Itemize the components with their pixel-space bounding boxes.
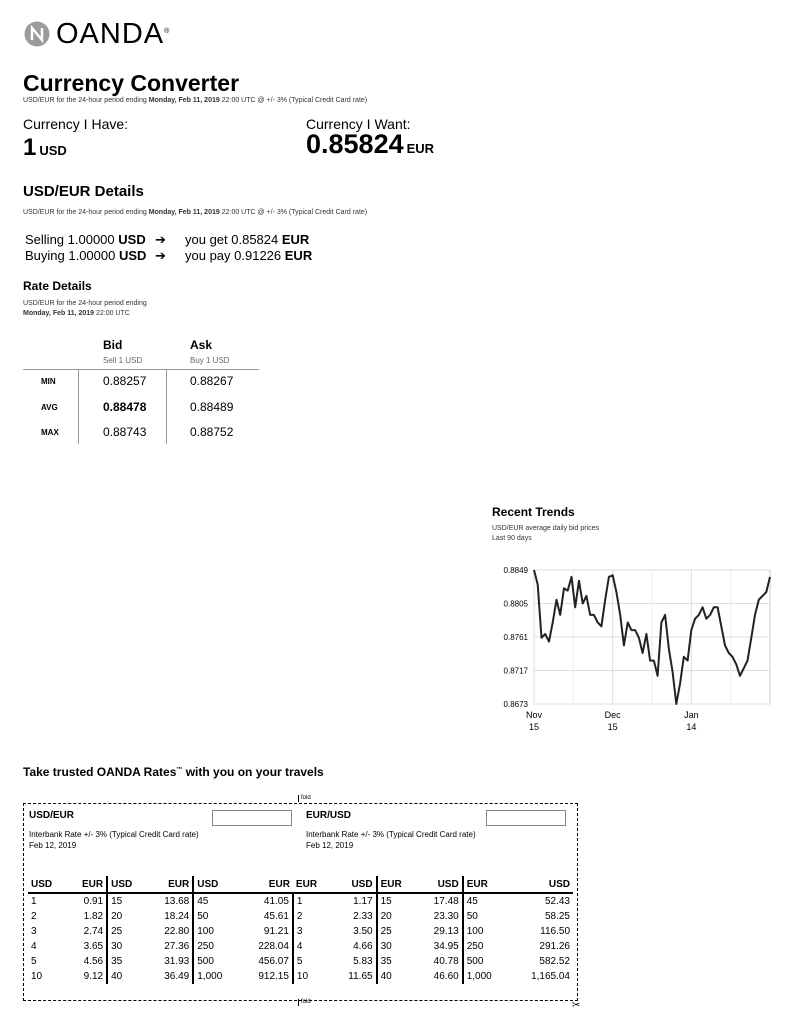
table-cell: 58.25: [544, 911, 570, 922]
table-cell: 15: [111, 896, 123, 907]
ask-subheader: Buy 1 USD: [190, 356, 230, 365]
table-cell: 1: [31, 896, 37, 907]
rate-details-period: USD/EUR for the 24-hour period ending Monday, Feb 11, 2019 22:00 UTC: [23, 300, 147, 317]
col-header: USD: [193, 876, 239, 893]
table-cell: 17.48: [417, 893, 463, 909]
table-cell: 1.82: [67, 909, 107, 924]
table-cell: 40: [111, 971, 123, 982]
table-row: [28, 893, 573, 909]
x-tick-label: 14: [686, 722, 697, 732]
table-cell: 2.33: [332, 909, 377, 924]
table-cell: 40: [380, 971, 392, 982]
table-cell: 4: [31, 941, 37, 952]
table-cell: 34.95: [417, 939, 463, 954]
table-cell: 3: [31, 926, 37, 937]
table-cell: 250: [197, 941, 214, 952]
rate-row-label: MIN: [41, 377, 56, 386]
table-cell: 18.24: [147, 909, 193, 924]
table-cell: 45: [197, 896, 209, 907]
table-cell: 50: [466, 911, 478, 922]
arrow-right-icon: ➔: [155, 248, 166, 263]
table-cell: 3: [296, 926, 303, 937]
fold-mark-top: fold: [298, 795, 311, 802]
col-header: EUR: [293, 876, 332, 893]
left-pair-sub: Interbank Rate +/- 3% (Typical Credit Card rate) Feb 12, 2019: [29, 830, 199, 850]
table-cell: 10: [31, 971, 43, 982]
table-cell: 456.07: [239, 954, 293, 969]
table-row: [28, 924, 573, 939]
table-cell: 100: [466, 926, 484, 937]
table-cell: 31.93: [147, 954, 193, 969]
table-cell: 41.05: [239, 893, 293, 909]
table-cell: 9.12: [67, 969, 107, 984]
rate-ask-min: 0.88267: [190, 374, 234, 388]
fold-mark-bottom: fold: [298, 999, 311, 1006]
oanda-logo[interactable]: [24, 20, 170, 48]
travel-title: Take trusted OANDA Rates™ with you on your travels: [23, 765, 324, 779]
rate-details-title: Rate Details: [23, 279, 92, 293]
rate-ask-max: 0.88752: [190, 425, 234, 439]
table-cell: 4.56: [67, 954, 107, 969]
col-header: EUR: [239, 876, 293, 893]
details-period: USD/EUR for the 24-hour period ending Monday, Feb 11, 2019 22:00 UTC @ +/- 3% (Typical Credit Card rate): [23, 209, 368, 216]
table-row: [28, 939, 573, 954]
rate-table-divider: [23, 369, 259, 370]
table-cell: 500: [466, 956, 484, 967]
table-cell: 46.60: [417, 969, 463, 984]
rate-row-label: MAX: [41, 428, 59, 437]
table-cell: 116.50: [540, 926, 570, 937]
col-header: USD: [28, 876, 67, 893]
table-cell: 20: [111, 911, 123, 922]
converter-period: USD/EUR for the 24-hour period ending Monday, Feb 11, 2019 22:00 UTC @ +/- 3% (Typical Credit Card rate): [23, 97, 368, 104]
table-cell: 40.78: [417, 954, 463, 969]
table-cell: 2: [31, 911, 37, 922]
y-tick-label: 0.8717: [503, 666, 528, 676]
y-tick-label: 0.8849: [503, 566, 528, 575]
table-cell: 30: [380, 941, 392, 952]
ask-header: Ask: [190, 338, 213, 352]
table-cell: 4: [296, 941, 303, 952]
table-cell: 2.74: [67, 924, 107, 939]
scissors-icon: ✂: [572, 1000, 581, 1011]
table-cell: 22.80: [147, 924, 193, 939]
table-cell: 3.65: [67, 939, 107, 954]
table-cell: 1,000: [197, 971, 223, 982]
table-cell: 23.30: [417, 909, 463, 924]
bid-subheader: Sell 1 USD: [103, 356, 143, 365]
rate-bid-avg: 0.88478: [103, 400, 147, 414]
table-cell: 35: [111, 956, 123, 967]
table-cell: 250: [466, 941, 484, 952]
table-cell: 25: [111, 926, 123, 937]
table-row: [28, 969, 573, 984]
col-header: EUR: [147, 876, 193, 893]
table-cell: 13.68: [147, 893, 193, 909]
right-pair-title: EUR/USD: [306, 810, 352, 821]
bid-header: Bid: [103, 338, 123, 352]
col-header: EUR: [67, 876, 107, 893]
table-cell: 5.83: [332, 954, 377, 969]
table-cell: 50: [197, 911, 209, 922]
col-header: USD: [509, 876, 573, 893]
table-cell: 4.66: [332, 939, 377, 954]
oanda-logo-icon: [24, 21, 50, 47]
table-cell: 100: [197, 926, 214, 937]
table-cell: 5: [296, 956, 303, 967]
selling-row: Selling 1.00000 USD ➔ you get 0.85824 EUR: [25, 232, 310, 247]
table-row: [28, 909, 573, 924]
left-note-box[interactable]: [212, 810, 292, 826]
x-tick-label: 15: [607, 722, 618, 732]
table-cell: 1: [296, 896, 303, 907]
page-title: Currency Converter: [23, 70, 240, 96]
travel-rate-table: [28, 876, 573, 984]
table-row: [28, 954, 573, 969]
table-cell: 0.91: [67, 893, 107, 909]
col-header: EUR: [377, 876, 417, 893]
trend-chart: [486, 558, 776, 738]
rate-row-label: AVG: [41, 403, 58, 412]
arrow-right-icon: ➔: [155, 232, 166, 247]
right-note-box[interactable]: [486, 810, 566, 826]
have-label: Currency I Have:: [23, 116, 129, 132]
table-cell: 35: [380, 956, 392, 967]
table-cell: 582.52: [539, 956, 570, 967]
table-cell: 45.61: [239, 909, 293, 924]
table-cell: 52.43: [544, 896, 570, 907]
rate-table-col-divider: [166, 369, 167, 444]
have-amount: 1 USD: [23, 134, 67, 161]
table-cell: 20: [380, 911, 392, 922]
rate-table-col-divider: [78, 369, 79, 444]
right-pair-sub: Interbank Rate +/- 3% (Typical Credit Card rate) Feb 12, 2019: [306, 830, 476, 850]
table-cell: 36.49: [147, 969, 193, 984]
y-tick-label: 0.8805: [503, 599, 528, 609]
table-cell: 11.65: [332, 969, 377, 984]
table-cell: 1,165.04: [531, 971, 570, 982]
table-cell: 30: [111, 941, 123, 952]
x-tick-label: Dec: [604, 710, 621, 720]
x-tick-label: Jan: [684, 710, 699, 720]
table-cell: 912.15: [239, 969, 293, 984]
rate-ask-avg: 0.88489: [190, 400, 234, 414]
details-title: USD/EUR Details: [23, 183, 144, 200]
col-header: USD: [332, 876, 377, 893]
brand-name: OANDA®: [56, 18, 171, 50]
trends-title: Recent Trends: [492, 505, 575, 519]
table-cell: 3.50: [332, 924, 377, 939]
rate-bid-min: 0.88257: [103, 374, 147, 388]
travel-rate-card: [23, 803, 578, 1001]
table-cell: 10: [296, 971, 309, 982]
y-tick-label: 0.8673: [503, 700, 528, 709]
left-pair-title: USD/EUR: [29, 810, 75, 821]
want-amount: 0.85824 EUR: [306, 129, 435, 159]
want-label: Currency I Want:: [306, 116, 411, 132]
table-cell: 15: [380, 896, 392, 907]
col-header: USD: [417, 876, 463, 893]
col-header: EUR: [463, 876, 509, 893]
col-header: USD: [107, 876, 147, 893]
table-cell: 500: [197, 956, 214, 967]
x-tick-label: Nov: [525, 710, 543, 720]
table-cell: 45: [466, 896, 478, 907]
table-cell: 25: [380, 926, 392, 937]
x-tick-label: 15: [528, 722, 540, 732]
table-cell: 27.36: [147, 939, 193, 954]
trends-subtitle: USD/EUR average daily bid prices Last 90 days: [492, 525, 599, 542]
table-cell: 91.21: [239, 924, 293, 939]
table-cell: 291.26: [539, 941, 570, 952]
y-tick-label: 0.8761: [503, 633, 528, 642]
table-cell: 1,000: [466, 971, 492, 982]
table-cell: 5: [31, 956, 37, 967]
table-cell: 228.04: [239, 939, 293, 954]
table-cell: 29.13: [417, 924, 463, 939]
buying-row: Buying 1.00000 USD ➔ you pay 0.91226 EUR: [25, 248, 313, 263]
rate-bid-max: 0.88743: [103, 425, 147, 439]
table-header-row: [28, 876, 573, 893]
table-cell: 1.17: [332, 893, 377, 909]
table-cell: 2: [296, 911, 303, 922]
